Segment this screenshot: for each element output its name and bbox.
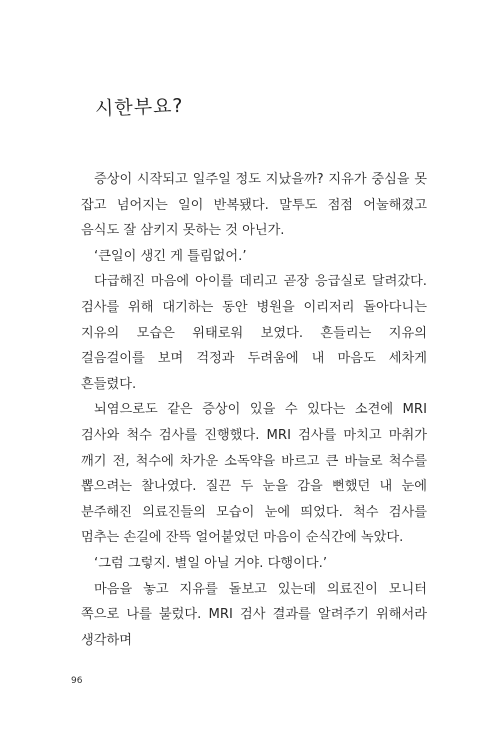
- paragraph: 뇌염으로도 같은 증상이 있을 수 있다는 소견에 MRI 검사와 척수 검사를 진행했다. MRI 검사를 마치고 마취가 깨기 전, 척수에 차가운 소독약을 바르고 큰 바늘로 척수를 뽑으려는 찰나였다. 질끈 두 눈을 감을 뻔했던 내 눈에 분주해진 의료진들의 모습이 눈에 띄었다. 척수 검사를 멈추는 손길에 잔뜩 얼어붙었던 마음이 순식간에 녹았다.: [81, 402, 427, 546]
- body-text: [81, 167, 427, 653]
- page-number: 96: [71, 676, 83, 686]
- chapter-title: 시한부요?: [94, 94, 184, 120]
- paragraph: 마음을 놓고 지유를 돌보고 있는데 의료진이 모니터 쪽으로 나를 불렀다. MRI 검사 결과를 알려주기 위해서라 생각하며: [81, 581, 427, 648]
- paragraph: 증상이 시작되고 일주일 정도 지났을까? 지유가 중심을 못 잡고 넘어지는 일이 반복됐다. 말투도 점점 어눌해졌고 음식도 잘 삼키지 못하는 것 아닌가.: [81, 172, 427, 239]
- paragraph: ‘큰일이 생긴 게 틀림없어.’: [94, 248, 247, 264]
- paragraph: 다급해진 마음에 아이를 데리고 곧장 응급실로 달려갔다. 검사를 위해 대기하는 동안 병원을 이리저리 돌아다니는 지유의 모습은 위태로워 보였다. 흔들리는 지유의 걸음걸이를 보며 걱정과 두려움에 내 마음도 세차게 흔들렸다.: [81, 274, 427, 392]
- paragraph: ‘그럼 그렇지. 별일 아닐 거야. 다행이다.’: [94, 555, 328, 571]
